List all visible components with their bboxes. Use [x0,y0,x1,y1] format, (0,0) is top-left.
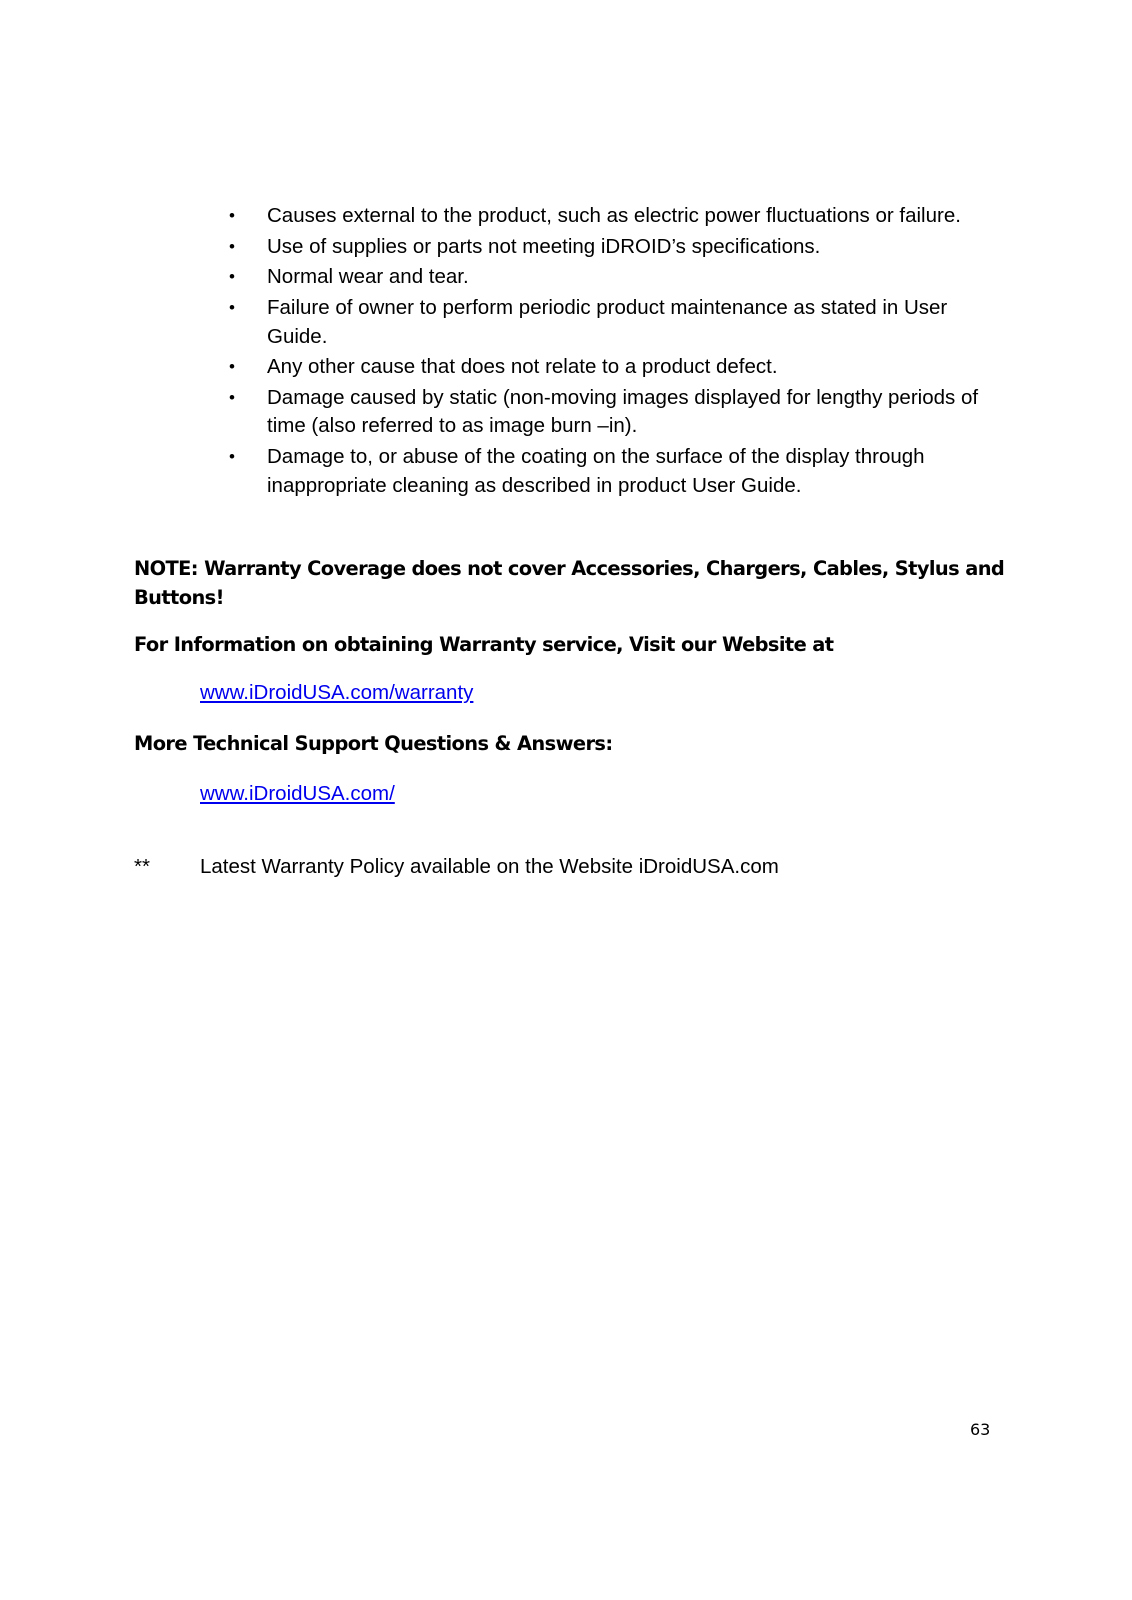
list-item [226,263,1006,292]
exclusions-list [226,202,1006,502]
page-number: 63 [970,1420,991,1439]
list-item [226,353,1006,382]
list-item-text: Causes external to the product, such as electric power fluctuations or failure. [267,204,961,227]
list-item-text: Any other cause that does not relate to a product defect. [267,355,778,379]
list-item-text: Damage to, or abuse of the coating on the surface of the display through inappropriate cleaning as described in product User Guide. [267,445,925,497]
support-heading: More Technical Support Questions & Answers: [134,732,613,755]
list-item [226,294,1006,351]
list-item-text: Failure of owner to perform periodic product maintenance as stated in User Guide. [267,296,948,348]
bullet-icon: • [229,236,235,256]
bullet-icon: • [229,267,235,287]
warranty-note: NOTE: Warranty Coverage does not cover Accessories, Chargers, Cables, Stylus and Buttons! [134,557,1005,609]
bullet-icon: • [229,387,235,407]
warranty-link[interactable]: www.iDroidUSA.com/warranty [200,681,474,704]
bullet-icon: • [229,298,235,318]
list-item [226,443,1006,500]
warranty-info-heading: For Information on obtaining Warranty service, Visit our Website at [134,633,834,656]
footnote-mark: ** [134,855,150,878]
bullet-icon: • [229,447,235,467]
list-item-text: Normal wear and tear. [267,265,469,289]
list-item-text: Damage caused by static (non-moving images displayed for lengthy periods of time (also referred to as image burn –in). [267,385,979,438]
bullet-icon: • [229,206,235,225]
list-item [226,202,1006,231]
bullet-icon: • [229,357,235,377]
list-item [226,233,1006,262]
list-item [226,384,1006,441]
website-link[interactable]: www.iDroidUSA.com/ [200,782,395,805]
footnote-text: Latest Warranty Policy available on the Website iDroidUSA.com [200,855,779,878]
list-item-text: Use of supplies or parts not meeting iDROID’s specifications. [267,234,821,258]
